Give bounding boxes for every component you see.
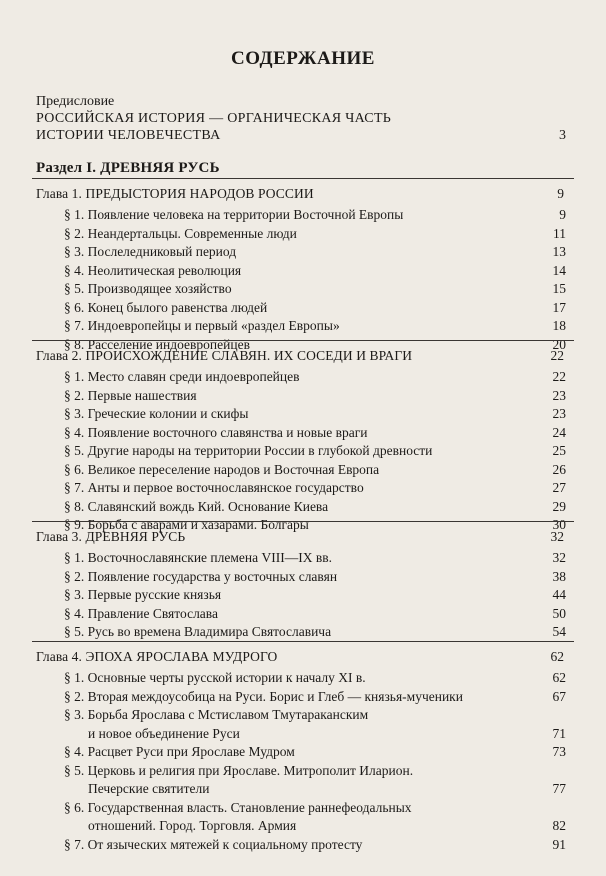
toc-paragraph-page-number: 30 — [552, 517, 566, 532]
toc-paragraph — [0, 604, 606, 623]
toc-paragraph-continuation-page-number: 82 — [552, 818, 566, 833]
toc-paragraph-text: § 8. Расселение индоевропейцев — [64, 336, 250, 352]
toc-paragraph — [0, 478, 606, 497]
chapter-heading-text: Глава 1. ПРЕДЫСТОРИЯ НАРОДОВ РОССИИ — [36, 186, 314, 201]
toc-paragraph-continuation — [0, 816, 606, 835]
toc-paragraph-page-number: 54 — [552, 624, 566, 639]
toc-paragraph — [0, 205, 606, 224]
toc-paragraph — [0, 705, 606, 724]
page-title: СОДЕРЖАНИЕ — [231, 48, 375, 69]
preface-title-line-2: ИСТОРИИ ЧЕЛОВЕЧЕСТВА — [36, 128, 221, 143]
toc-paragraph-page-number: 32 — [552, 550, 566, 565]
toc-paragraph-text: § 1. Восточнославянские племена VIII—IX вв. — [64, 550, 332, 565]
toc-paragraph-text: § 2. Неандертальцы. Современные люди — [64, 225, 297, 241]
toc-paragraph-page-number: 27 — [552, 480, 566, 495]
toc-paragraph-text: § 6. Великое переселение народов и Восточная Европа — [64, 461, 380, 477]
toc-paragraph-page-number: 23 — [552, 406, 566, 421]
chapter-heading-page-number: 32 — [550, 529, 564, 544]
toc-paragraph-page-number: 62 — [552, 670, 566, 685]
chapter-heading — [0, 346, 606, 365]
toc-paragraph-page-number: 91 — [552, 836, 566, 852]
toc-paragraph-text: § 3. Первые русские князья — [64, 587, 222, 602]
toc-paragraph — [0, 497, 606, 516]
toc-paragraph-continuation-page-number: 77 — [552, 781, 566, 796]
toc-paragraph — [0, 242, 606, 261]
chapter-heading — [0, 184, 606, 203]
toc-paragraph — [0, 441, 606, 460]
toc-paragraph-page-number: 25 — [552, 443, 566, 458]
toc-paragraph-page-number: 67 — [552, 688, 566, 704]
toc-paragraph-text: § 7. Индоевропейцы и первый «раздел Европы» — [64, 318, 340, 333]
divider — [32, 641, 574, 642]
toc-paragraph — [0, 835, 606, 854]
toc-paragraph-text: § 1. Основные черты русской истории к началу XI в. — [64, 670, 366, 685]
toc-paragraph-text: § 4. Появление восточного славянства и новые враги — [64, 424, 368, 440]
toc-paragraph-page-number: 73 — [552, 744, 566, 759]
toc-paragraph-continuation-text: и новое объединение Руси — [88, 725, 240, 741]
toc-paragraph-text: § 2. Первые нашествия — [64, 387, 197, 403]
chapter-heading-text: Глава 2. ПРОИСХОЖДЕНИЕ СЛАВЯН. ИХ СОСЕДИ И ВРАГИ — [36, 348, 413, 363]
toc-paragraph-text: § 6. Конец былого равенства людей — [64, 299, 268, 315]
toc-paragraph-page-number: 29 — [552, 498, 566, 514]
toc-paragraph-text: § 5. Производящее хозяйство — [64, 281, 232, 296]
toc-paragraph-text: § 1. Место славян среди индоевропейцев — [64, 369, 300, 384]
toc-paragraph-page-number: 9 — [559, 207, 566, 222]
toc-paragraph-text: § 5. Церковь и религия при Ярославе. Митрополит Иларион. — [64, 762, 414, 778]
toc-paragraph-text: § 4. Неолитическая революция — [64, 262, 242, 278]
chapter-heading-page-number: 22 — [550, 348, 564, 363]
preface-label: Предисловие — [36, 94, 115, 109]
toc-paragraph-page-number: 26 — [552, 461, 566, 477]
toc-paragraph — [0, 298, 606, 317]
toc-paragraph — [0, 460, 606, 479]
toc-paragraph-page-number: 18 — [552, 318, 566, 333]
toc-paragraph-page-number: 38 — [552, 568, 566, 584]
toc-paragraph-text: § 3. Борьба Ярослава с Мстиславом Тмутараканским — [64, 707, 369, 722]
toc-paragraph-text: § 2. Появление государства у восточных славян — [64, 568, 338, 584]
toc-paragraph — [0, 423, 606, 442]
preface-title-line-1: РОССИЙСКАЯ ИСТОРИЯ — ОРГАНИЧЕСКАЯ ЧАСТЬ — [36, 111, 392, 126]
toc-paragraph — [0, 567, 606, 586]
toc-paragraph-text: § 8. Славянский вождь Кий. Основание Киева — [64, 498, 329, 514]
toc-paragraph-text: § 4. Расцвет Руси при Ярославе Мудром — [64, 744, 295, 759]
toc-paragraph — [0, 622, 606, 641]
toc-paragraph-continuation-text: Печерские святители — [88, 781, 210, 796]
toc-paragraph-page-number: 17 — [552, 299, 566, 315]
toc-paragraph — [0, 224, 606, 243]
preface-page-number: 3 — [559, 128, 566, 143]
toc-paragraph-page-number: 13 — [552, 244, 566, 259]
toc-paragraph-page-number: 23 — [552, 387, 566, 403]
divider — [32, 340, 574, 341]
toc-paragraph-page-number: 15 — [552, 281, 566, 296]
toc-paragraph-text: § 2. Вторая междоусобица на Руси. Борис и Глеб — князья-мученики — [64, 688, 463, 704]
chapter-heading-text: Глава 3. ДРЕВНЯЯ РУСЬ — [36, 529, 186, 544]
toc-paragraph — [0, 742, 606, 761]
toc-paragraph-page-number: 44 — [552, 587, 566, 602]
toc-paragraph — [0, 367, 606, 386]
toc-paragraph-text: § 5. Русь во времена Владимира Святославича — [64, 624, 332, 639]
toc-paragraph-text: § 3. Послеледниковый период — [64, 244, 237, 259]
toc-paragraph — [0, 404, 606, 423]
toc-paragraph-text: § 6. Государственная власть. Становление раннефеодальных — [64, 799, 412, 815]
chapter-heading — [0, 527, 606, 546]
toc-paragraph — [0, 668, 606, 687]
toc-paragraph-page-number: 20 — [552, 336, 566, 352]
toc-paragraph — [0, 548, 606, 567]
chapter-heading — [0, 647, 606, 666]
toc-paragraph-text: § 7. Анты и первое восточнославянское государство — [64, 480, 364, 495]
toc-paragraph — [0, 687, 606, 706]
toc-paragraph-continuation-text: отношений. Город. Торговля. Армия — [88, 818, 297, 833]
toc-paragraph-text: § 9. Борьба с аварами и хазарами. Болгары — [64, 517, 309, 532]
chapter-heading-page-number: 9 — [557, 186, 564, 201]
toc-paragraph-page-number: 22 — [552, 369, 566, 384]
toc-paragraph — [0, 761, 606, 780]
toc-paragraph-text: § 3. Греческие колонии и скифы — [64, 406, 249, 421]
toc-paragraph-text: § 4. Правление Святослава — [64, 605, 218, 621]
toc-paragraph-page-number: 14 — [552, 262, 566, 278]
toc-paragraph — [0, 316, 606, 335]
toc-paragraph — [0, 386, 606, 405]
chapter-heading-page-number: 62 — [550, 649, 564, 664]
toc-paragraph-text: § 1. Появление человека на территории Восточной Европы — [64, 207, 404, 222]
chapter-heading-text: Глава 4. ЭПОХА ЯРОСЛАВА МУДРОГО — [36, 649, 278, 664]
toc-paragraph-page-number: 50 — [552, 605, 566, 621]
toc-paragraph — [0, 261, 606, 280]
toc-paragraph-page-number: 24 — [552, 424, 566, 440]
toc-paragraph-page-number: 11 — [553, 225, 566, 241]
toc-paragraph-text: § 7. От языческих мятежей к социальному протесту — [64, 836, 363, 852]
toc-paragraph — [0, 798, 606, 817]
divider — [32, 178, 574, 179]
toc-paragraph — [0, 585, 606, 604]
toc-paragraph-text: § 5. Другие народы на территории России в глубокой древности — [64, 443, 433, 458]
section-heading: Раздел I. ДРЕВНЯЯ РУСЬ — [36, 160, 220, 176]
divider — [32, 521, 574, 522]
toc-paragraph — [0, 279, 606, 298]
toc-paragraph-continuation — [0, 724, 606, 743]
toc-paragraph-continuation-page-number: 71 — [552, 725, 566, 741]
toc-paragraph-continuation — [0, 779, 606, 798]
